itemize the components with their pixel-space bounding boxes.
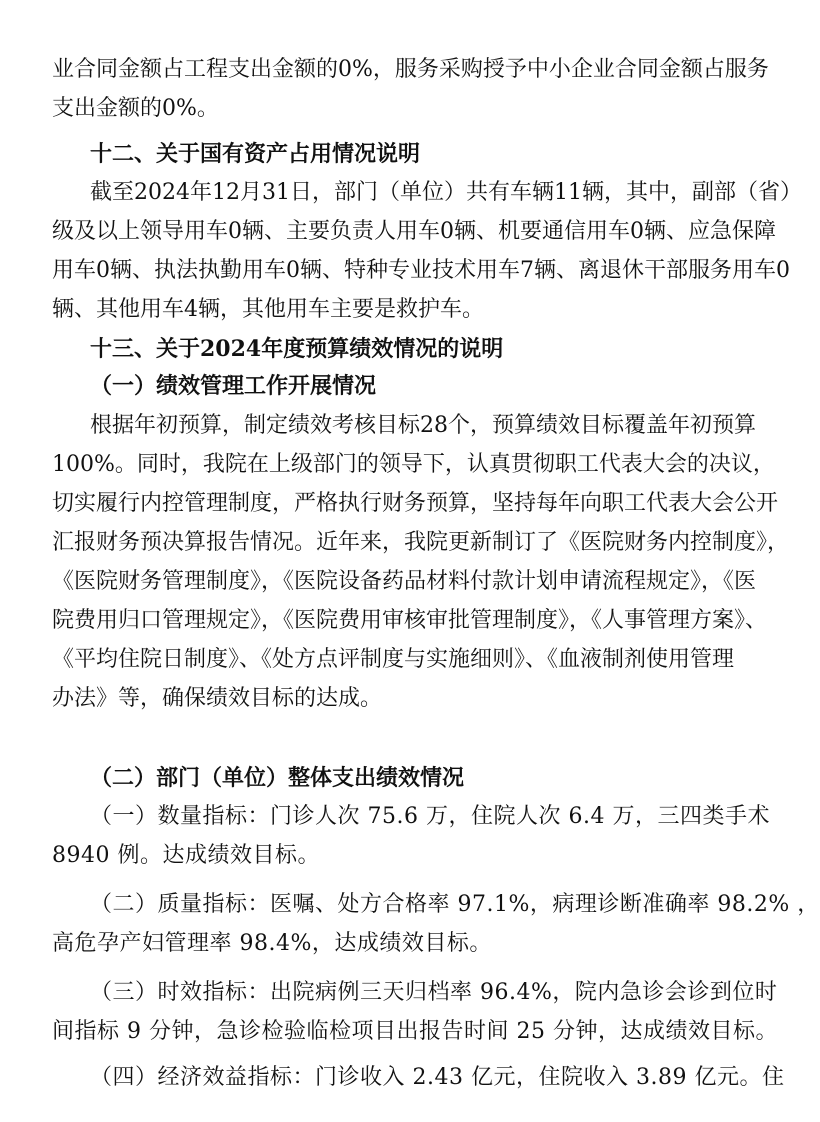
paragraph-line: 业合同金额占工程支出金额的0%，服务采购授予中小企业合同金额占服务 xyxy=(52,57,769,82)
section-heading-13: 十三、关于2024年度预算绩效情况的说明 xyxy=(90,336,504,362)
paragraph-line: 8940 例。达成绩效目标。 xyxy=(52,843,320,868)
paragraph-line: 支出金额的0%。 xyxy=(52,96,219,121)
paragraph-line: 级及以上领导用车0辆、主要负责人用车0辆、机要通信用车0辆、应急保障 xyxy=(52,219,776,244)
paragraph-line: 切实履行内控管理制度，严格执行财务预算，坚持每年向职工代表大会公开 xyxy=(52,491,779,516)
subsection-heading-2: （二）部门（单位）整体支出绩效情况 xyxy=(90,766,465,791)
paragraph-line: 《平均住院日制度》、《处方点评制度与实施细则》、《血液制剂使用管理 xyxy=(52,647,735,672)
paragraph-line: （三）时效指标：出院病例三天归档率 96.4%，院内急诊会诊到位时 xyxy=(90,980,778,1005)
paragraph-line: （一）数量指标：门诊人次 75.6 万，住院人次 6.4 万，三四类手术 xyxy=(90,804,770,829)
paragraph-line: 辆、其他用车4辆，其他用车主要是救护车。 xyxy=(52,297,484,322)
paragraph-line: 间指标 9 分钟，急诊检验临检项目出报告时间 25 分钟，达成绩效目标。 xyxy=(52,1019,778,1044)
paragraph-line: 根据年初预算，制定绩效考核目标28个，预算绩效目标覆盖年初预算 xyxy=(90,413,756,438)
paragraph-line: （四）经济效益指标：门诊收入 2.43 亿元，住院收入 3.89 亿元。住 xyxy=(90,1065,785,1090)
paragraph-line: 办法》等，确保绩效目标的达成。 xyxy=(52,686,383,711)
paragraph-line: 截至2024年12月31日，部门（单位）共有车辆11辆，其中，副部（省） xyxy=(90,180,802,205)
subsection-heading-1: （一）绩效管理工作开展情况 xyxy=(90,374,377,399)
section-heading-12: 十二、关于国有资产占用情况说明 xyxy=(90,141,421,167)
paragraph-line: 用车0辆、执法执勤用车0辆、特种专业技术用车7辆、离退休干部服务用车0 xyxy=(52,258,790,283)
paragraph-line: 《医院财务管理制度》，《医院设备药品材料付款计划申请流程规定》，《医 xyxy=(52,569,757,594)
paragraph-line: 汇报财务预决算报告情况。近年来，我院更新制订了《医院财务内控制度》， xyxy=(52,530,790,555)
paragraph-line: （二）质量指标：医嘱、处方合格率 97.1%，病理诊断准确率 98.2% ， xyxy=(90,892,820,917)
paragraph-line: 高危孕产妇管理率 98.4%，达成绩效目标。 xyxy=(52,931,492,956)
paragraph-line: 院费用归口管理规定》，《医院费用审核审批管理制度》，《人事管理方案》、 xyxy=(52,608,768,633)
paragraph-line: 100%。同时，我院在上级部门的领导下，认真贯彻职工代表大会的决议， xyxy=(52,452,775,477)
